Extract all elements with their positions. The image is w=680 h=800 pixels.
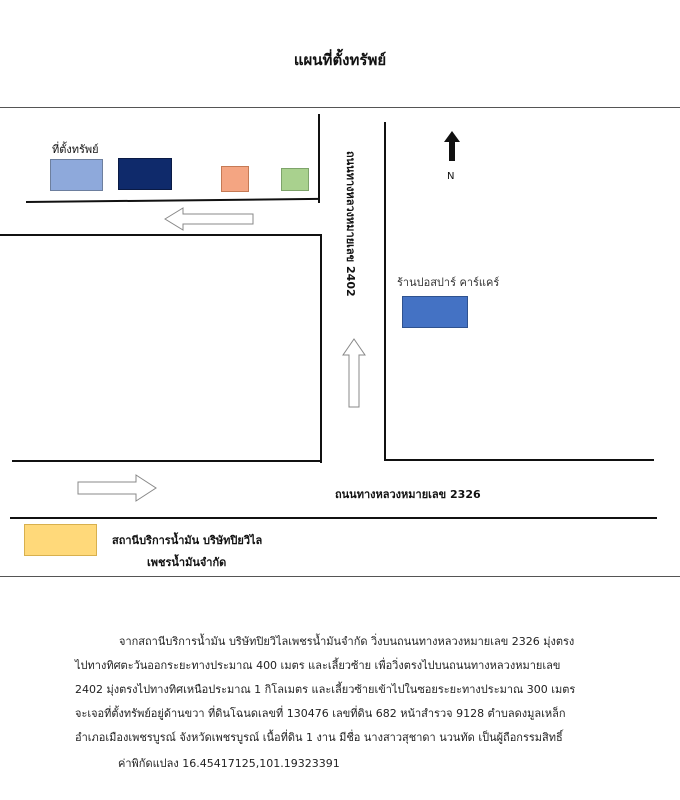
road-2402-east-edge bbox=[384, 122, 386, 460]
gas-station-building bbox=[24, 524, 97, 556]
road-2326-label: ถนนทางหลวงหมายเลข 2326 bbox=[335, 488, 481, 501]
road-2402-label: ถนนทางหลวงหมายเลข 2402 bbox=[344, 151, 357, 297]
soi-road-bottom-edge bbox=[0, 234, 321, 236]
gas-station-label-line1: สถานีบริการน้ำมัน บริษัทปิยวิไล bbox=[112, 534, 263, 547]
directions-paragraph bbox=[75, 630, 605, 750]
property-location-label: ที่ตั้งทรัพย์ bbox=[52, 143, 99, 156]
directions-line: ไปทางทิศตะวันออกระยะทางประมาณ 400 เมตร และเลี้ยวซ้าย เพื่อวิ่งตรงไปบนถนนทางหลวงหมายเลข bbox=[75, 659, 561, 672]
property-building bbox=[50, 159, 103, 191]
directions-line: 2402 มุ่งตรงไปทางทิศเหนือประมาณ 1 กิโลเมตร และเลี้ยวซ้ายเข้าไปในซอยระยะทางประมาณ 300 เมตร bbox=[75, 683, 576, 696]
direction-arrow-up-icon bbox=[341, 337, 367, 409]
soi-road-top-edge bbox=[26, 198, 319, 203]
north-label: N bbox=[447, 171, 455, 182]
road-2326-south-edge bbox=[10, 517, 657, 519]
soi-road-end-vertical bbox=[318, 114, 320, 203]
dark-building bbox=[118, 158, 172, 190]
direction-arrow-left-icon bbox=[163, 205, 255, 233]
shop-building bbox=[402, 296, 468, 328]
directions-line: จากสถานีบริการน้ำมัน บริษัทปิยวิไลเพชรน้ำมันจำกัด วิ่งบนถนนทางหลวงหมายเลข 2326 มุ่งตรง bbox=[119, 635, 575, 648]
directions-line: อำเภอเมืองเพชรบูรณ์ จังหวัดเพชรบูรณ์ เนื้อที่ดิน 1 งาน มีชื่อ นางสาวสุชาดา นวนทัด เป็นผู้ถือกรรมสิทธิ์ bbox=[75, 731, 563, 744]
green-building bbox=[281, 168, 309, 191]
road-2326-north-west bbox=[12, 460, 322, 462]
road-2402-west-edge bbox=[320, 234, 322, 463]
orange-building bbox=[221, 166, 249, 192]
shop-label: ร้านปอสปาร์ คาร์แคร์ bbox=[397, 276, 500, 289]
north-arrow-icon bbox=[442, 130, 462, 162]
direction-arrow-right-icon bbox=[76, 473, 158, 503]
map-area bbox=[0, 107, 680, 577]
directions-line: จะเจอที่ตั้งทรัพย์อยู่ด้านขวา ที่ดินโฉนดเลขที่ 130476 เลขที่ดิน 682 หน้าสำรวจ 9128 ตำบลดงมูลเหล็ก bbox=[75, 707, 566, 720]
page-title: แผนที่ตั้งทรัพย์ bbox=[293, 51, 387, 69]
gas-station-label-line2: เพชรน้ำมันจำกัด bbox=[147, 556, 227, 569]
coordinates-text: ค่าพิกัดแปลง 16.45417125,101.19323391 bbox=[118, 757, 340, 770]
road-2326-north-east bbox=[384, 459, 654, 461]
